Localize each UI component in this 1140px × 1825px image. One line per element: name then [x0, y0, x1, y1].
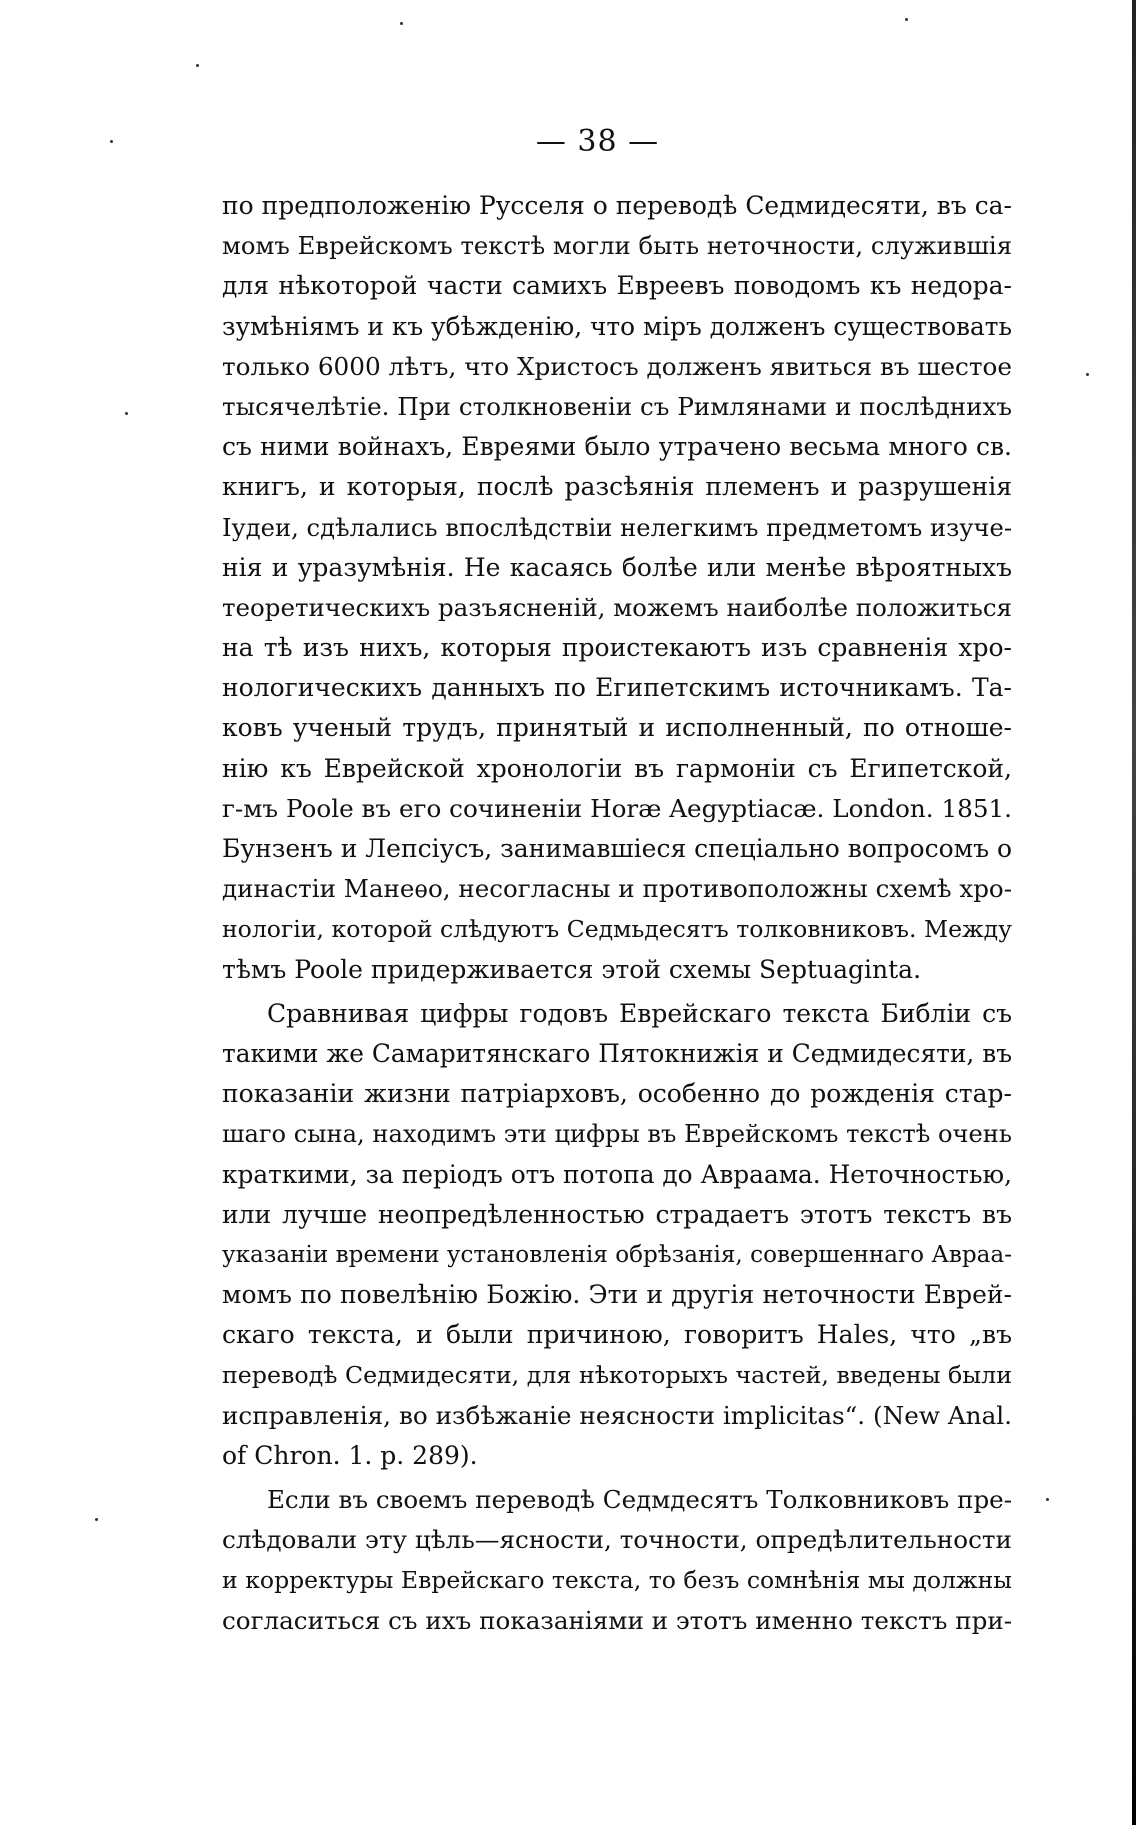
text-line: краткими, за періодъ отъ потопа до Авраама. Неточностью, — [222, 1159, 1012, 1189]
text-line: Іудеи, сдѣлались впослѣдствіи нелегкимъ предметомъ изуче- — [222, 513, 1012, 542]
text-line: нію къ Еврейской хронологіи въ гармоніи съ Египетской, — [222, 753, 1012, 783]
text-line: книгъ, и которыя, послѣ разсѣянія племенъ и разрушенія — [222, 472, 1012, 502]
text-line: теоретическихъ разъясненій, можемъ наиболѣе положиться — [222, 592, 1012, 622]
page-number: — 38 — — [535, 124, 660, 159]
text-line: тѣмъ Poole придерживается этой схемы Septuaginta. — [222, 954, 922, 984]
paragraph-2 — [222, 994, 1012, 1476]
text-line: или лучше неопредѣленностью страдаетъ этотъ текстъ въ — [222, 1199, 1012, 1229]
ink-speck — [1086, 373, 1089, 376]
text-line: съ ними войнахъ, Евреями было утрачено весьма много св. — [222, 432, 1012, 462]
text-line: исправленія, во избѣжаніе неясности implicitas“. (New Anal. — [222, 1400, 1012, 1430]
text-line: скаго текста, и были причиною, говоритъ Hales, что „въ — [222, 1320, 1012, 1350]
text-line: нологіи, которой слѣдуютъ Седмьдесятъ толковниковъ. Между — [222, 915, 1012, 944]
text-line: of Chron. 1. p. 289). — [222, 1440, 478, 1470]
text-line: Если въ своемъ переводѣ Седмдесятъ Толковниковъ пре- — [267, 1485, 1012, 1514]
text-line: Сравнивая цифры годовъ Еврейскаго текста Библіи съ — [267, 998, 1012, 1028]
ink-speck — [110, 140, 113, 143]
text-line: показаніи жизни патріарховъ, особенно до рожденія стар- — [222, 1079, 1012, 1109]
text-line: и корректуры Еврейскаго текста, то безъ сомнѣнія мы должны — [222, 1566, 1012, 1595]
text-line: момъ Еврейскомъ текстѣ могли быть неточности, служившія — [222, 231, 1012, 261]
body-text — [222, 186, 1012, 1641]
ink-speck — [196, 64, 199, 67]
text-line: зумѣніямъ и къ убѣжденію, что міръ долженъ существовать — [222, 311, 1012, 341]
text-line: ковъ ученый трудъ, принятый и исполненный, по отноше- — [222, 713, 1012, 743]
text-line: нія и уразумѣнія. Не касаясь болѣе или менѣе вѣроятныхъ — [222, 552, 1012, 582]
paragraph-1 — [222, 186, 1012, 990]
text-line: г-мъ Poole въ его сочиненіи Horæ Aegyptiacæ. London. 1851. — [222, 793, 1012, 823]
text-line: указаніи времени установленія обрѣзанія, совершеннаго Авраа- — [222, 1241, 1012, 1268]
ink-speck — [905, 18, 908, 21]
text-line: шаго сына, находимъ эти цифры въ Еврейскомъ текстѣ очень — [222, 1120, 1012, 1149]
text-line: для нѣкоторой части самихъ Евреевъ поводомъ къ недора- — [222, 271, 1012, 301]
text-line: согласиться съ ихъ показаніями и этотъ именно текстъ при- — [222, 1605, 1013, 1635]
ink-speck — [95, 1518, 98, 1521]
text-line: слѣдовали эту цѣль—ясности, точности, опредѣлительности — [222, 1525, 1012, 1555]
text-line: тысячелѣтіе. При столкновеніи съ Римлянами и послѣднихъ — [222, 391, 1012, 421]
text-line: только 6000 лѣтъ, что Христосъ долженъ явиться въ шестое — [222, 351, 1012, 381]
ink-speck — [125, 412, 128, 415]
text-line: династіи Манеѳо, несогласны и противоположны схемѣ хро- — [222, 874, 1012, 904]
text-line: на тѣ изъ нихъ, которыя проистекаютъ изъ сравненія хро- — [222, 633, 1012, 663]
text-line: нологическихъ данныхъ по Египетскимъ источникамъ. Та- — [222, 673, 1012, 703]
text-line: такими же Самаритянскаго Пятокнижія и Седмидесяти, въ — [222, 1038, 1012, 1068]
ink-speck — [1046, 1498, 1049, 1501]
text-line: переводѣ Седмидесяти, для нѣкоторыхъ частей, введены были — [222, 1361, 1012, 1390]
page-edge-rule — [1132, 0, 1136, 1825]
text-line: момъ по повелѣнію Божію. Эти и другія неточности Еврей- — [222, 1280, 1012, 1310]
text-line: Бунзенъ и Лепсіусъ, занимавшіеся спеціально вопросомъ о — [222, 834, 1013, 863]
ink-speck — [400, 22, 403, 25]
paragraph-3 — [222, 1480, 1012, 1641]
text-line: по предположенію Русселя о переводѣ Седмидесяти, въ са- — [222, 191, 1012, 220]
